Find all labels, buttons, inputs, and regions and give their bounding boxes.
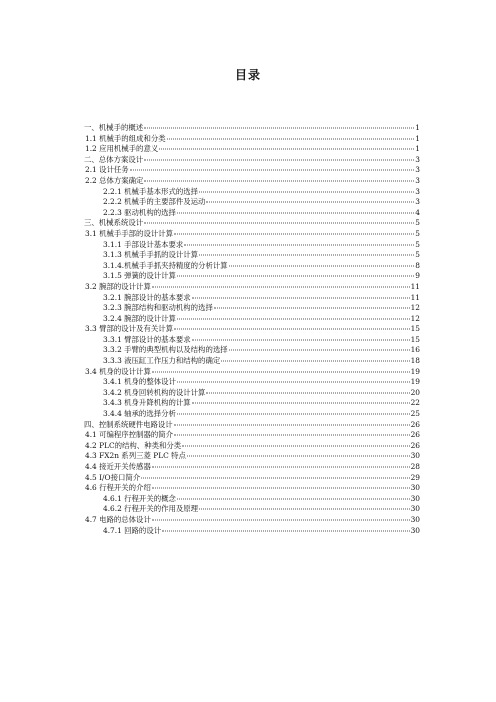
toc-entry[interactable] bbox=[84, 409, 420, 420]
toc-entry-text: 一、机械手的概述 bbox=[84, 123, 144, 132]
toc-entry[interactable] bbox=[84, 377, 420, 388]
toc-dot-leader bbox=[177, 318, 410, 319]
page-title: 目录 bbox=[234, 68, 261, 82]
toc-dot-leader bbox=[206, 392, 409, 393]
toc-entry-text: 2.2.2 机械手的主要部件及运动 bbox=[103, 197, 206, 207]
toc-entry[interactable] bbox=[84, 420, 420, 431]
toc-entry-page-number: 15 bbox=[410, 334, 420, 344]
toc-dot-leader bbox=[206, 202, 414, 203]
toc-dot-leader bbox=[214, 308, 410, 309]
toc-entry[interactable] bbox=[84, 123, 420, 134]
toc-entry-text: 2.2.1 机械手基本形式的选择 bbox=[103, 186, 199, 196]
toc-entry-page-number: 3 bbox=[415, 154, 420, 164]
toc-entry-page-number: 5 bbox=[415, 250, 420, 260]
toc-entry[interactable] bbox=[84, 250, 420, 261]
toc-entry-page-number: 30 bbox=[410, 504, 420, 514]
toc-entry-page-number: 26 bbox=[410, 430, 420, 440]
toc-entry-text: 3.1.4.机械手手抓夹持精度的分析计算 bbox=[103, 260, 228, 270]
toc-entry[interactable] bbox=[84, 526, 420, 537]
toc-entry[interactable] bbox=[84, 345, 420, 356]
toc-dot-leader bbox=[130, 170, 415, 171]
toc-entry[interactable] bbox=[84, 451, 420, 462]
toc-entry-text: 2.1 设计任务 bbox=[85, 165, 129, 175]
toc-entry-text: 四、控制系统硬件电路设计 bbox=[84, 419, 173, 429]
toc-entry-text: 3.1.1 手部设计基本要求 bbox=[103, 239, 184, 249]
toc-entry-text: 2.2.3 驱动机构的选择 bbox=[103, 207, 176, 217]
toc-entry-text: 1.1 机械手的组成和分类 bbox=[85, 133, 166, 143]
toc-entry-page-number: 25 bbox=[410, 409, 420, 419]
toc-entry-page-number: 1 bbox=[415, 123, 420, 132]
toc-entry-page-number: 3 bbox=[415, 186, 420, 196]
toc-dot-leader bbox=[177, 276, 414, 277]
toc-entry[interactable] bbox=[84, 483, 420, 494]
toc-entry[interactable] bbox=[84, 515, 420, 526]
toc-entry-text: 1.2 应用机械手的意义 bbox=[85, 144, 159, 154]
toc-entry[interactable] bbox=[84, 473, 420, 484]
toc-entry[interactable] bbox=[84, 494, 420, 505]
toc-dot-leader bbox=[174, 435, 410, 436]
toc-entry-text: 4.3 FX2n 系列三菱 PLC 特点 bbox=[85, 451, 186, 461]
toc-entry-text: 二、总体方案设计 bbox=[84, 154, 144, 164]
toc-dot-leader bbox=[177, 382, 410, 383]
toc-entry[interactable] bbox=[84, 208, 420, 219]
toc-entry-page-number: 8 bbox=[415, 260, 420, 270]
toc-dot-leader bbox=[199, 255, 414, 256]
toc-entry-page-number: 12 bbox=[410, 303, 420, 313]
toc-entry[interactable] bbox=[84, 261, 420, 272]
toc-dot-leader bbox=[159, 149, 414, 150]
toc-dot-leader bbox=[144, 128, 414, 129]
toc-entry-text: 3.2.1 腕部设计的基本要求 bbox=[103, 292, 191, 302]
toc-entry[interactable] bbox=[84, 176, 420, 187]
toc-entry[interactable] bbox=[84, 165, 420, 176]
toc-dot-leader bbox=[144, 223, 414, 224]
toc-entry-text: 3.4.3 机身升降机构的计算 bbox=[103, 398, 191, 408]
toc-entry-text: 3.4.2 机身回转机构的设计计算 bbox=[103, 387, 206, 397]
toc-dot-leader bbox=[192, 339, 410, 340]
toc-entry[interactable] bbox=[84, 462, 420, 473]
toc-entry-text: 4.6 行程开关的介绍 bbox=[85, 483, 151, 493]
toc-entry-page-number: 11 bbox=[410, 281, 420, 291]
toc-entry-text: 2.2 总体方案确定 bbox=[85, 175, 144, 185]
toc-entry[interactable] bbox=[84, 356, 420, 367]
toc-entry[interactable] bbox=[84, 293, 420, 304]
toc-entry-text: 4.1 可编程序控制器的简介 bbox=[85, 430, 174, 440]
toc-entry-page-number: 28 bbox=[410, 462, 420, 471]
toc-entry-text: 3.2 腕部的设计计算 bbox=[85, 281, 151, 291]
toc-entry-page-number: 3 bbox=[415, 175, 420, 185]
toc-entry-page-number: 30 bbox=[410, 493, 420, 503]
toc-entry-text: 3.4 机身的设计计算 bbox=[85, 366, 151, 376]
toc-dot-leader bbox=[182, 445, 409, 446]
toc-dot-leader bbox=[174, 424, 410, 425]
table-of-contents bbox=[84, 123, 420, 536]
toc-entry[interactable] bbox=[84, 197, 420, 208]
toc-entry-text: 3.1 机械手手部的设计计算 bbox=[85, 228, 174, 238]
toc-entry[interactable] bbox=[84, 430, 420, 441]
toc-entry-page-number: 30 bbox=[410, 451, 420, 461]
toc-dot-leader bbox=[167, 138, 415, 139]
toc-entry-page-number: 1 bbox=[415, 133, 420, 143]
toc-entry-page-number: 3 bbox=[415, 165, 420, 175]
toc-entry-text: 3.3.2 手臂的典型机构以及结构的选择 bbox=[103, 345, 228, 355]
toc-dot-leader bbox=[199, 191, 414, 192]
toc-entry-page-number: 30 bbox=[410, 525, 420, 535]
toc-entry[interactable] bbox=[84, 271, 420, 282]
toc-entry-page-number: 19 bbox=[410, 377, 420, 387]
toc-entry-page-number: 26 bbox=[410, 419, 420, 429]
toc-entry[interactable] bbox=[84, 144, 420, 155]
toc-entry-page-number: 12 bbox=[410, 313, 420, 323]
toc-entry[interactable] bbox=[84, 303, 420, 314]
toc-dot-leader bbox=[184, 244, 414, 245]
toc-entry-page-number: 5 bbox=[415, 239, 420, 249]
toc-entry-page-number: 19 bbox=[410, 366, 420, 376]
toc-entry-text: 3.4.1 机身的整体设计 bbox=[103, 377, 176, 387]
toc-entry-text: 3.1.5 弹簧的设计计算 bbox=[103, 271, 176, 281]
toc-dot-leader bbox=[199, 509, 410, 510]
toc-entry-text: 4.2 PLC的结构、种类和分类 bbox=[85, 440, 182, 450]
toc-entry-text: 3.3.1 臂部设计的基本要求 bbox=[103, 334, 191, 344]
toc-dot-leader bbox=[229, 265, 415, 266]
toc-entry-text: 3.3 臂部的设计及有关计算 bbox=[85, 324, 174, 334]
toc-entry-text: 4.6.2 行程开关的作用及原理 bbox=[103, 504, 199, 514]
toc-entry-text: 4.7.1 回路的设计 bbox=[103, 525, 162, 535]
toc-dot-leader bbox=[177, 212, 414, 213]
toc-dot-leader bbox=[174, 233, 414, 234]
toc-entry-page-number: 26 bbox=[410, 440, 420, 450]
toc-entry-text: 3.3.3 液压缸工作压力和结构的确定 bbox=[103, 356, 221, 366]
toc-entry[interactable] bbox=[84, 398, 420, 409]
toc-entry-page-number: 29 bbox=[410, 472, 420, 482]
toc-entry[interactable] bbox=[84, 155, 420, 166]
toc-entry-page-number: 16 bbox=[410, 345, 420, 355]
toc-entry-page-number: 18 bbox=[410, 356, 420, 366]
toc-entry[interactable] bbox=[84, 314, 420, 325]
toc-dot-leader bbox=[144, 180, 414, 181]
toc-entry[interactable] bbox=[84, 324, 420, 335]
toc-dot-leader bbox=[141, 477, 409, 478]
toc-entry-page-number: 4 bbox=[415, 207, 420, 217]
toc-entry[interactable] bbox=[84, 240, 420, 251]
toc-dot-leader bbox=[177, 498, 410, 499]
toc-entry-page-number: 5 bbox=[415, 218, 420, 228]
toc-entry[interactable] bbox=[84, 229, 420, 240]
toc-entry[interactable] bbox=[84, 335, 420, 346]
toc-dot-leader bbox=[152, 488, 410, 489]
toc-entry-page-number: 20 bbox=[410, 387, 420, 397]
toc-entry[interactable] bbox=[84, 187, 420, 198]
toc-entry-page-number: 3 bbox=[415, 197, 420, 207]
toc-entry[interactable] bbox=[84, 134, 420, 145]
toc-dot-leader bbox=[152, 519, 410, 520]
toc-entry-text: 3.1.3 机械手手抓的设计计算 bbox=[103, 250, 199, 260]
toc-entry-text: 3.2.3 腕部结构和驱动机构的选择 bbox=[103, 303, 213, 313]
toc-dot-leader bbox=[174, 329, 410, 330]
toc-dot-leader bbox=[229, 350, 410, 351]
toc-dot-leader bbox=[177, 414, 410, 415]
toc-dot-leader bbox=[187, 456, 410, 457]
toc-entry-page-number: 30 bbox=[410, 483, 420, 493]
toc-entry-page-number: 11 bbox=[410, 292, 420, 302]
toc-entry-text: 3.4.4 轴承的选择分析 bbox=[103, 409, 176, 419]
toc-dot-leader bbox=[192, 403, 410, 404]
toc-entry-text: 4.7 电路的总体设计 bbox=[85, 514, 151, 524]
toc-entry[interactable] bbox=[84, 367, 420, 378]
toc-entry-text: 3.2.4 腕部的设计计算 bbox=[103, 313, 176, 323]
toc-dot-leader bbox=[152, 286, 410, 287]
toc-entry-page-number: 15 bbox=[410, 324, 420, 334]
toc-dot-leader bbox=[221, 361, 409, 362]
toc-entry[interactable] bbox=[84, 282, 420, 293]
toc-entry-page-number: 5 bbox=[415, 228, 420, 238]
toc-dot-leader bbox=[152, 371, 410, 372]
toc-entry-text: 4.6.1 行程开关的概念 bbox=[103, 493, 176, 503]
toc-entry[interactable] bbox=[84, 441, 420, 452]
toc-entry-page-number: 30 bbox=[410, 514, 420, 524]
toc-entry-text: 三、机械系统设计 bbox=[84, 218, 144, 228]
toc-entry[interactable] bbox=[84, 504, 420, 515]
toc-dot-leader bbox=[192, 297, 410, 298]
toc-entry-page-number: 1 bbox=[415, 144, 420, 154]
toc-entry-text: 4.4 接近开关传感器 bbox=[85, 462, 151, 471]
toc-entry-text: 4.5 I/O接口简介 bbox=[85, 472, 141, 482]
toc-entry-page-number: 9 bbox=[415, 271, 420, 281]
toc-dot-leader bbox=[152, 467, 410, 468]
toc-dot-leader bbox=[144, 159, 414, 160]
toc-entry[interactable] bbox=[84, 218, 420, 229]
toc-entry[interactable] bbox=[84, 388, 420, 399]
toc-entry-page-number: 22 bbox=[410, 398, 420, 408]
toc-dot-leader bbox=[162, 530, 409, 531]
